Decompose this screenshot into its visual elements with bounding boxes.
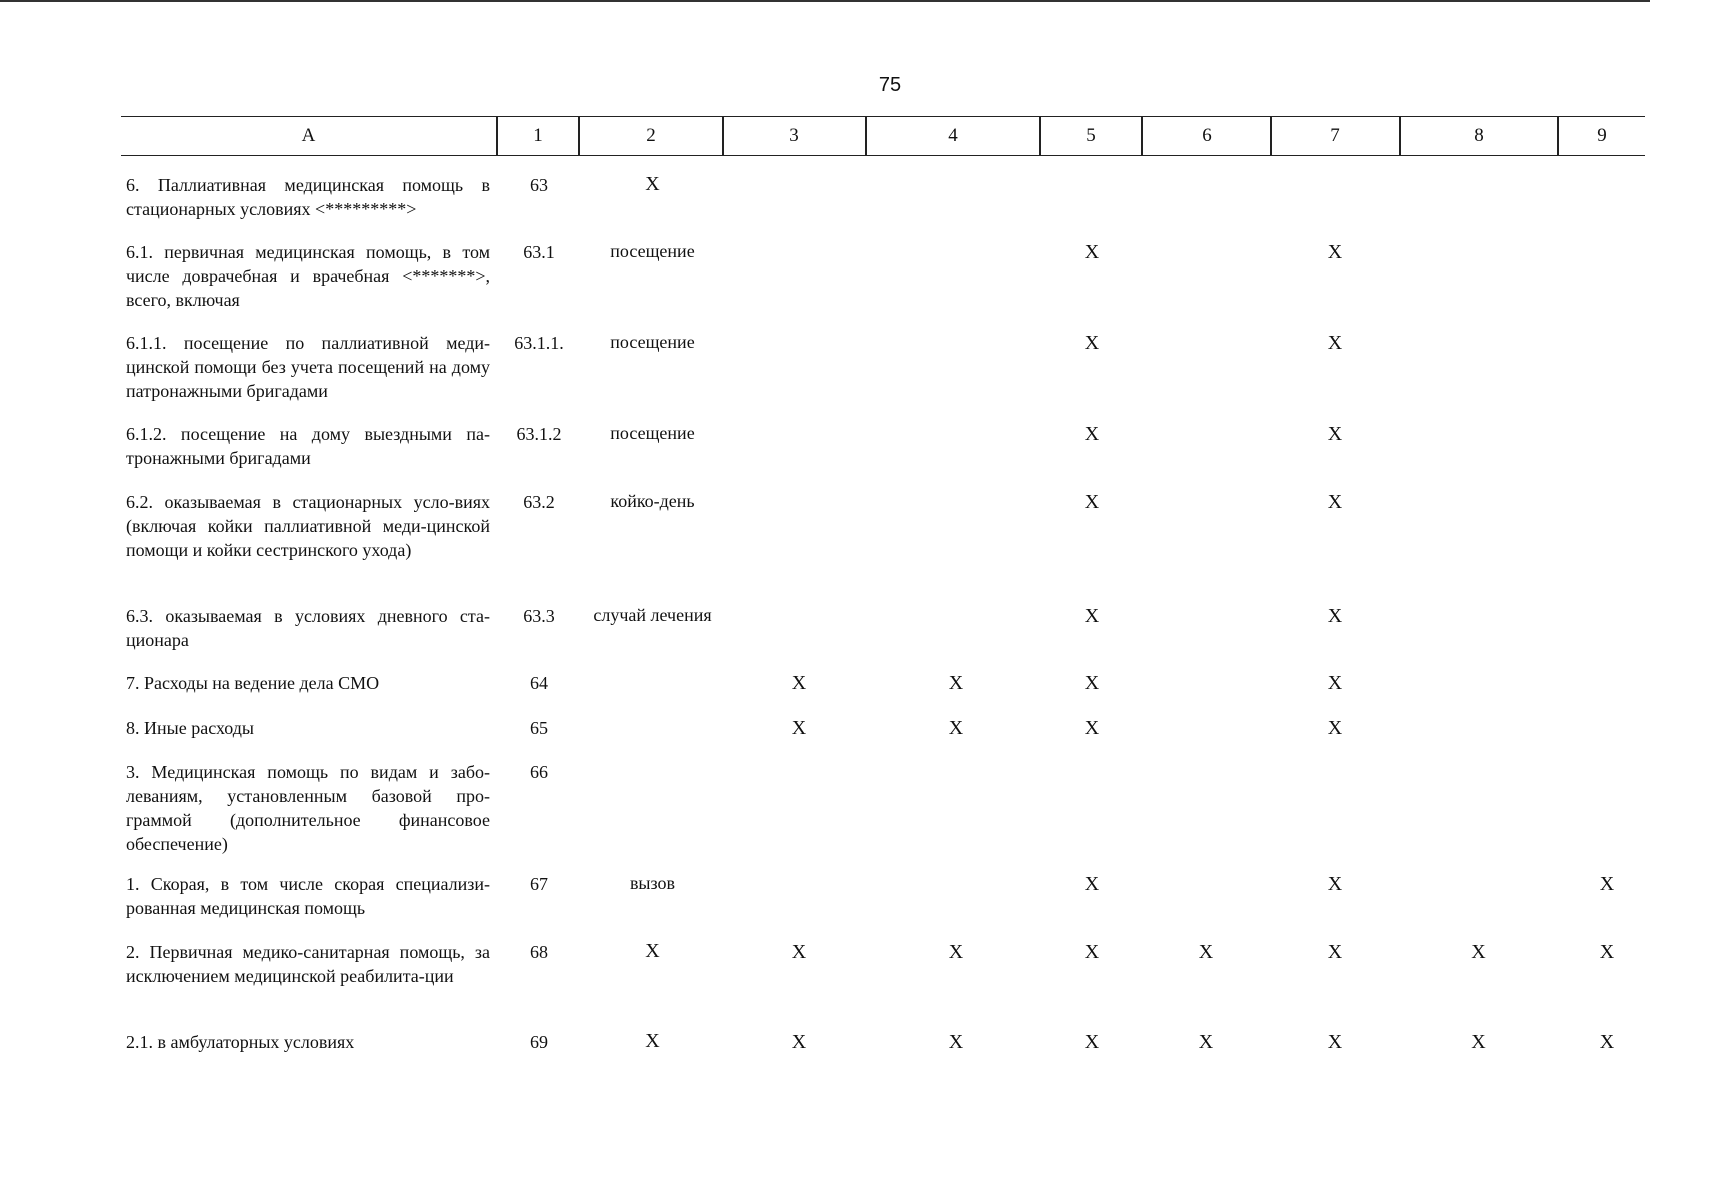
header-col-1: 1 (533, 125, 543, 146)
row-col-7: X (1327, 605, 1343, 627)
row-col-9: X (1599, 1031, 1615, 1053)
row-col-4: X (948, 1031, 964, 1053)
row-code: 63.1 (523, 242, 555, 262)
header-col-2: 2 (646, 125, 656, 146)
row-description: 6.3. оказываемая в условиях дневного ста-ционара (126, 606, 490, 650)
row-col-6: X (1198, 941, 1214, 963)
row-description: 6.1. первичная медицинская помощь, в том числе доврачебная и врачебная <*******>, всего, включая (126, 242, 490, 310)
row-col-5: X (1084, 605, 1100, 627)
row-description: 1. Скорая, в том числе скорая специализи-рованная медицинская помощь (126, 874, 490, 918)
row-col-7: X (1327, 717, 1343, 739)
row-col-4: X (948, 672, 964, 694)
row-col-5: X (1084, 672, 1100, 694)
header-col-a: А (301, 125, 316, 146)
page-number: 75 (878, 74, 902, 96)
row-code: 66 (530, 762, 548, 782)
row-col-7: X (1327, 423, 1343, 445)
header-col-5: 5 (1086, 125, 1096, 146)
row-code: 69 (530, 1032, 548, 1052)
row-unit: X (645, 940, 660, 962)
row-code: 63.1.2 (516, 424, 562, 444)
row-code: 63.1.1. (514, 333, 564, 353)
header-col-6: 6 (1202, 125, 1212, 146)
row-description: 6.2. оказываемая в стационарных усло-виях (включая койки паллиативной меди-цинской помощи и койки сестринского ухода) (126, 492, 490, 560)
row-col-7: X (1327, 873, 1343, 895)
row-col-8: X (1471, 1031, 1486, 1053)
header-col-9: 9 (1597, 125, 1607, 146)
row-col-5: X (1084, 332, 1100, 354)
row-description: 8. Иные расходы (126, 718, 255, 738)
row-col-4: X (948, 717, 964, 739)
row-col-4: X (948, 941, 964, 963)
row-col-7: X (1327, 241, 1343, 263)
row-unit: вызов (629, 873, 676, 893)
row-col-5: X (1084, 717, 1100, 739)
row-col-7: X (1327, 672, 1343, 694)
row-description: 3. Медицинская помощь по видам и забо-леваниям, установленным базовой про-граммой (дополнительное финансовое обеспечение) (126, 762, 490, 854)
row-unit: посещение (610, 241, 695, 261)
row-code: 64 (530, 673, 548, 693)
row-col-7: X (1327, 332, 1343, 354)
row-code: 63.2 (523, 492, 555, 512)
row-code: 63.3 (523, 606, 555, 626)
row-col-5: X (1084, 941, 1100, 963)
row-description: 6.1.2. посещение на дому выездными па-тронажными бригадами (126, 424, 490, 468)
row-unit: случай лечения (593, 605, 712, 625)
row-code: 65 (530, 718, 548, 738)
header-col-7: 7 (1330, 125, 1340, 146)
row-description: 6. Паллиативная медицинская помощь в стационарных условиях <*********> (126, 175, 490, 219)
row-col-7: X (1327, 941, 1343, 963)
row-col-9: X (1599, 941, 1615, 963)
row-description: 6.1.1. посещение по паллиативной меди-цинской помощи без учета посещений на дому патронажными бригадами (126, 333, 490, 401)
row-description: 7. Расходы на ведение дела СМО (126, 673, 380, 693)
row-col-6: X (1198, 1031, 1214, 1053)
row-unit: X (645, 173, 660, 195)
row-code: 63 (530, 175, 548, 195)
row-col-5: X (1084, 241, 1100, 263)
row-unit: посещение (610, 332, 695, 352)
row-col-3: X (791, 672, 807, 694)
row-col-5: X (1084, 1031, 1100, 1053)
row-col-3: X (791, 717, 807, 739)
row-description: 2.1. в амбулаторных условиях (126, 1032, 355, 1052)
row-unit: X (645, 1030, 660, 1052)
row-code: 67 (530, 874, 548, 894)
row-col-5: X (1084, 491, 1100, 513)
header-col-4: 4 (948, 125, 958, 146)
row-code: 68 (530, 942, 548, 962)
row-col-7: X (1327, 1031, 1343, 1053)
row-col-5: X (1084, 873, 1100, 895)
row-unit: посещение (610, 423, 695, 443)
row-col-3: X (791, 1031, 807, 1053)
table-header (121, 116, 1645, 156)
row-col-8: X (1471, 941, 1486, 963)
row-description: 2. Первичная медико-санитарная помощь, за исключением медицинской реабилита-ции (126, 942, 490, 986)
header-col-3: 3 (789, 125, 799, 146)
row-col-7: X (1327, 491, 1343, 513)
row-col-3: X (791, 941, 807, 963)
row-col-9: X (1599, 873, 1615, 895)
header-col-8: 8 (1474, 125, 1484, 146)
row-unit: койко-день (610, 491, 695, 511)
top-rule (0, 0, 1650, 2)
row-col-5: X (1084, 423, 1100, 445)
